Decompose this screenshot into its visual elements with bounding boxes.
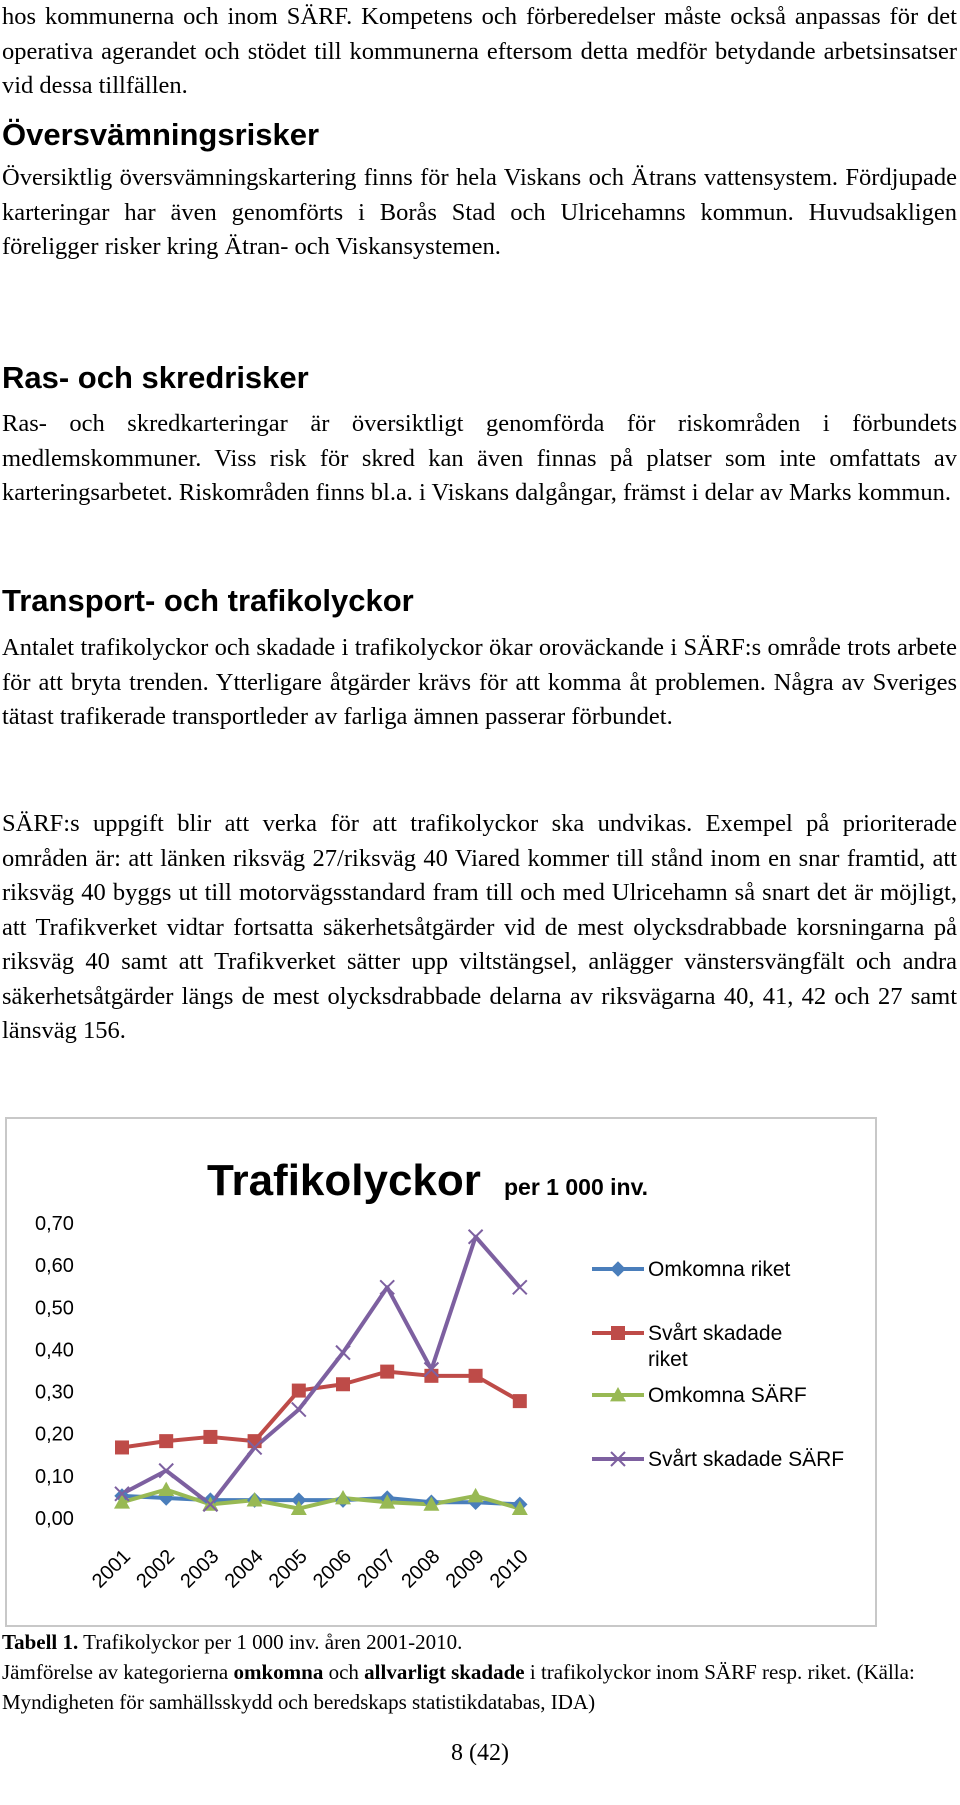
traffic-accidents-paragraph-1: Antalet trafikolyckor och skadade i trafikolyckor ökar oroväckande i SÄRF:s område trots arbete för att bryta trenden. Ytterligare åtgärder krävs för att komma åt problemen. Några av Sveriges tätast trafikerade transportleder av farliga ämnen passerar förbundet. [2, 634, 957, 730]
legend-label-line: riket [648, 1348, 688, 1371]
data-point-marker [248, 1434, 262, 1448]
y-tick-label: 0,20 [35, 1423, 74, 1446]
traffic-accidents-paragraph-2: SÄRF:s uppgift blir att verka för att trafikolyckor ska undvikas. Exempel på prioriterade områden är: att länken riksväg 27/riksväg 40 Viared kommer till stånd inom en snar framtid, att riksväg 40 byggs ut till motorvägsstandard fram till och med Ulricehamn så snart det är möjligt, att Trafikverket vidtar fortsatta säkerhetsåtgärder vid de mest olycksdrabbade korsningarna på riksväg 40 samt att Trafikverket sätter upp viltstängsel, anlägger vänstersvängfält och andra säkerhetsåtgärder längs de mest olycksdrabbade delarna av riksvägarna 40, 41, 42 och 27 samt länsväg 156. [2, 810, 957, 1044]
x-tick-label: 2007 [353, 1545, 401, 1593]
data-point-marker [203, 1430, 217, 1444]
y-tick-label: 0,50 [35, 1297, 74, 1320]
caption-bold-seriously-injured: allvarligt skadade [364, 1660, 525, 1684]
y-tick-label: 0,60 [35, 1255, 74, 1278]
y-tick-label: 0,40 [35, 1339, 74, 1362]
section-heading-landslide-risks: Ras- och skredrisker [2, 360, 309, 395]
table-caption [2, 1627, 957, 1717]
x-tick-label: 2005 [264, 1545, 312, 1593]
data-point-marker [336, 1346, 350, 1360]
data-point-marker [380, 1280, 394, 1294]
chart-subtitle: per 1 000 inv. [504, 1174, 649, 1200]
y-tick-label: 0,10 [35, 1465, 74, 1488]
y-tick-label: 0,00 [35, 1508, 74, 1530]
page-number: 8 (42) [451, 1740, 509, 1766]
x-axis-ticks [88, 1546, 533, 1593]
legend-label: Omkomna riket [648, 1258, 791, 1281]
x-tick-label: 2003 [176, 1545, 224, 1593]
data-point-marker [159, 1434, 173, 1448]
x-tick-label: 2004 [220, 1545, 268, 1593]
y-axis-ticks [35, 1213, 74, 1530]
caption-text-e: i trafikolyckor inom SÄRF resp. riket. (Källa: Myndigheten för samhällsskydd och beredskaps statistikdatabas, IDA) [2, 1660, 915, 1714]
x-tick-label: 2008 [397, 1545, 445, 1593]
legend-label: Svårt skadade SÄRF [648, 1448, 845, 1471]
caption-text-c: och [323, 1660, 365, 1684]
data-point-marker [513, 1394, 527, 1408]
data-point-marker [292, 1403, 306, 1417]
series-line [122, 1237, 520, 1505]
chart-frame [5, 1117, 877, 1627]
data-point-marker [424, 1369, 438, 1383]
data-point-marker [115, 1440, 129, 1454]
caption-label: Tabell 1. [2, 1630, 79, 1654]
data-point-marker [513, 1280, 527, 1294]
data-point-marker [611, 1262, 625, 1276]
data-point-marker [336, 1377, 350, 1391]
data-point-marker [380, 1365, 394, 1379]
caption-title: Trafikolyckor per 1 000 inv. åren 2001-2010. [78, 1630, 463, 1654]
legend-label: Omkomna SÄRF [648, 1384, 807, 1407]
intro-paragraph: hos kommunerna och inom SÄRF. Kompetens och förberedelser måste också anpassas för det operativa agerandet och stödet till kommunerna eftersom detta medför betydande arbetsinsatser vid dessa tillfällen. [2, 3, 957, 99]
data-point-marker [469, 1369, 483, 1383]
data-point-marker [611, 1326, 625, 1340]
section-heading-traffic-accidents: Transport- och trafikolyckor [2, 583, 414, 618]
legend-label-line: Svårt skadade [648, 1322, 783, 1345]
landslide-risks-paragraph: Ras- och skredkarteringar är översiktligt genomförda för riskområden i förbundets medlemskommuner. Viss risk för skred kan även finnas på platser som inte omfattats av karteringsarbetet. Riskområden finns bl.a. i Viskans dalgångar, främst i delar av Marks kommun. [2, 410, 957, 506]
x-tick-label: 2001 [87, 1545, 136, 1593]
data-point-marker [292, 1384, 306, 1398]
x-tick-label: 2010 [485, 1545, 533, 1593]
data-point-marker [158, 1482, 174, 1496]
traffic-accidents-chart [7, 1119, 875, 1625]
chart-legend [592, 1258, 844, 1471]
x-tick-label: 2006 [308, 1545, 357, 1593]
section-heading-flood-risks: Översvämningsrisker [2, 117, 320, 152]
flood-risks-paragraph: Översiktlig översvämningskartering finns för hela Viskans och Ätrans vattensystem. Fördjupade karteringar har även genomförts i Borås Stad och Ulricehamns kommun. Huvudsakligen föreligger risker kring Ätran- och Viskansystemen. [2, 164, 957, 260]
caption-bold-deceased: omkomna [233, 1660, 324, 1684]
chart-title: Trafikolyckor [207, 1156, 481, 1205]
x-tick-label: 2009 [441, 1545, 489, 1593]
caption-text-a: Jämförelse av kategorierna [2, 1660, 234, 1684]
x-tick-label: 2002 [132, 1545, 180, 1593]
series-lines [122, 1237, 520, 1509]
y-tick-label: 0,70 [35, 1213, 74, 1235]
y-tick-label: 0,30 [35, 1381, 74, 1404]
data-point-marker [159, 1464, 173, 1478]
